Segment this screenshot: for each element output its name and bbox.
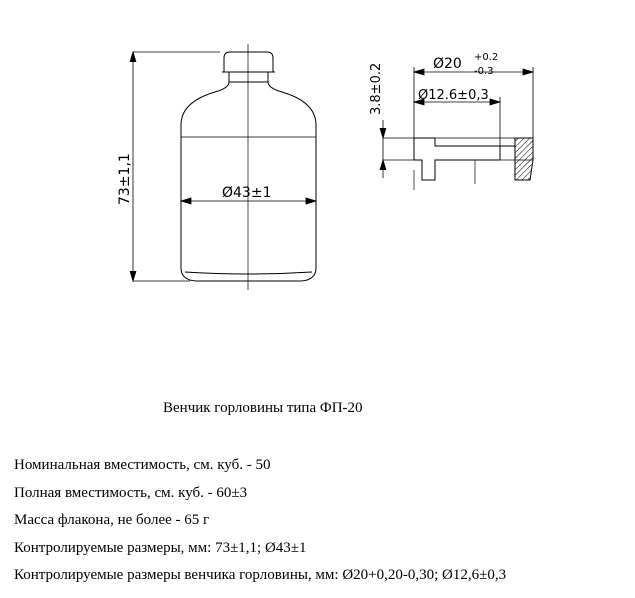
- diameter-dimension-label: Ø43±1: [222, 185, 272, 201]
- spec-full-capacity: Полная вместимость, см. куб. - 60±3: [14, 484, 248, 501]
- spec-nominal-capacity: Номинальная вместимость, см. куб. - 50: [14, 457, 271, 473]
- height-dimension-label: 73±1,1: [117, 153, 133, 205]
- figure-caption: Венчик горловины типа ФП-20: [163, 400, 363, 416]
- inner-diameter-label: Ø12.6±0,3: [418, 88, 489, 103]
- neck-height-label: 3.8±0.2: [369, 62, 384, 115]
- specifications-list: [14, 455, 506, 593]
- neck-height-dimension: [380, 120, 386, 178]
- spec-bottle-mass: Масса флакона, не более - 65 г: [14, 512, 210, 528]
- neck-section: [383, 138, 533, 190]
- height-dimension: [130, 52, 220, 281]
- bottle-outline: [181, 52, 316, 281]
- outer-diameter-tol-plus: +0.2: [474, 52, 499, 63]
- outer-diameter-label: Ø20: [433, 56, 462, 72]
- spec-controlled-dimensions: Контролируемые размеры, мм: 73±1,1; Ø43±1: [14, 539, 307, 556]
- outer-diameter-tol-minus: -0.3: [474, 66, 494, 77]
- spec-neck-finish-dimensions: Контролируемые размеры венчика горловины, мм: Ø20+0,20-0,30; Ø12,6±0,3: [14, 567, 507, 583]
